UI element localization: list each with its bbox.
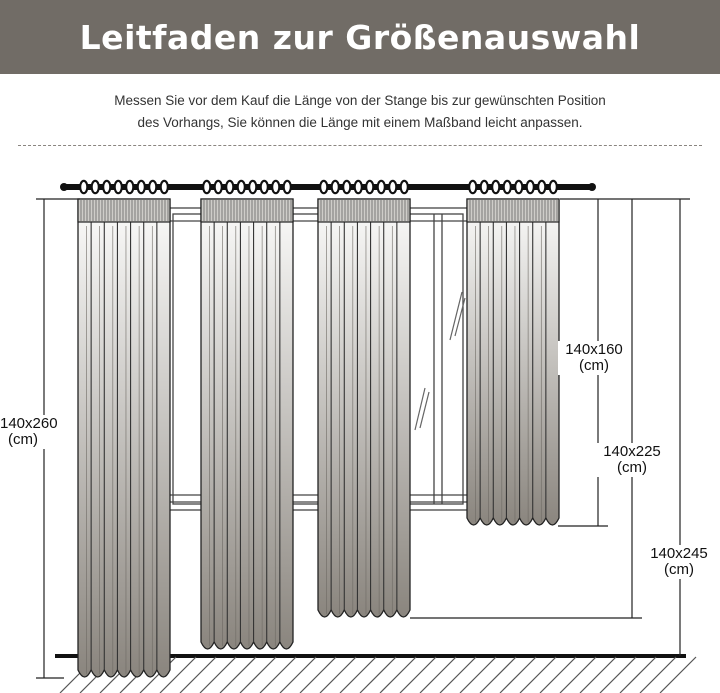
curtain-panel-225 xyxy=(318,199,410,617)
curtain-ring xyxy=(504,181,511,193)
curtain-panel-160 xyxy=(467,199,559,525)
intro-line-1: Messen Sie vor dem Kauf die Länge von der Stange bis zur gewünschten Position xyxy=(114,93,606,108)
curtain-ring xyxy=(215,181,222,193)
curtain-ring xyxy=(320,181,327,193)
curtain-ring xyxy=(469,181,476,193)
curtain-ring xyxy=(138,181,145,193)
measurement-label-160 xyxy=(558,341,630,375)
curtain-panel-245 xyxy=(201,199,293,649)
curtain-ring xyxy=(80,181,87,193)
page-title: Leitfaden zur Größenauswahl xyxy=(79,17,641,57)
curtain-ring xyxy=(527,181,534,193)
curtain-ring xyxy=(492,181,499,193)
size-value: 140x260 xyxy=(0,415,58,432)
size-unit: (cm) xyxy=(617,459,647,476)
curtain-ring xyxy=(115,181,122,193)
measurement-label-260 xyxy=(0,415,58,449)
measurement-label-225 xyxy=(594,443,670,477)
glass-reflection xyxy=(415,292,465,430)
curtain-ring xyxy=(481,181,488,193)
curtain-ring xyxy=(355,181,362,193)
curtain-ring xyxy=(272,181,279,193)
size-value: 140x245 xyxy=(650,545,708,562)
curtain-ring xyxy=(249,181,256,193)
curtain-ring xyxy=(366,181,373,193)
curtain-ring xyxy=(284,181,291,193)
curtain-ring xyxy=(238,181,245,193)
curtain-ring xyxy=(126,181,133,193)
curtain-ring xyxy=(550,181,557,193)
curtain-ring xyxy=(149,181,156,193)
curtain-ring xyxy=(515,181,522,193)
curtain-ring xyxy=(343,181,350,193)
curtain-ring xyxy=(332,181,339,193)
curtain-ring xyxy=(161,181,168,193)
measurement-label-245 xyxy=(640,545,718,579)
curtain-ring xyxy=(103,181,110,193)
size-value: 140x225 xyxy=(603,443,661,460)
size-unit: (cm) xyxy=(664,561,694,578)
curtain-ring xyxy=(378,181,385,193)
size-unit: (cm) xyxy=(8,431,38,448)
intro-line-2: des Vorhangs, Sie können die Länge mit einem Maßband leicht anpassen. xyxy=(137,115,583,130)
curtain-ring xyxy=(92,181,99,193)
curtain-ring xyxy=(226,181,233,193)
size-unit: (cm) xyxy=(579,357,609,374)
size-value: 140x160 xyxy=(565,341,623,358)
curtain-ring xyxy=(389,181,396,193)
curtain-ring xyxy=(538,181,545,193)
curtain-panel-260 xyxy=(78,199,170,677)
curtain-ring xyxy=(401,181,408,193)
curtain-ring xyxy=(261,181,268,193)
curtain-ring xyxy=(203,181,210,193)
